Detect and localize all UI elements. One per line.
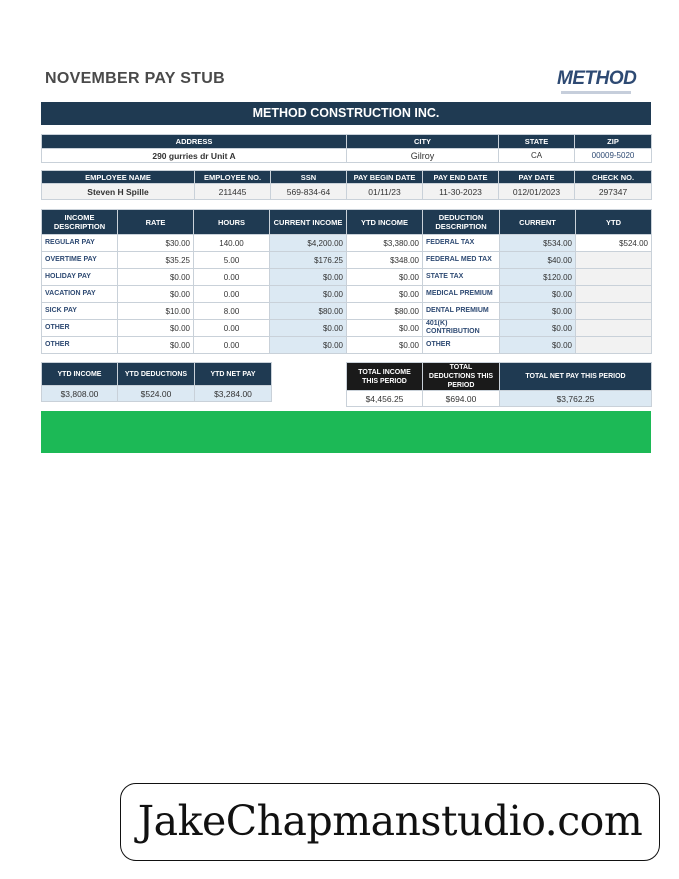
page-title: NOVEMBER PAY STUB: [45, 70, 225, 87]
earnings-cell: $534.00: [500, 235, 576, 252]
earnings-cell: [576, 303, 652, 320]
earnings-cell: OVERTIME PAY: [42, 252, 118, 269]
company-name-band: METHOD CONSTRUCTION INC.: [41, 102, 651, 125]
earnings-header-cell: INCOME DESCRIPTION: [42, 210, 118, 235]
employee-header-cell: PAY END DATE: [423, 171, 499, 184]
earnings-cell: $0.00: [500, 337, 576, 354]
earnings-cell: $524.00: [576, 235, 652, 252]
city-header: CITY: [347, 135, 499, 149]
period-summary-header: TOTAL DEDUCTIONS THIS PERIOD: [423, 363, 500, 391]
address-table: [41, 134, 652, 163]
table-row: [42, 286, 652, 303]
earnings-cell: $80.00: [347, 303, 423, 320]
employee-info-table: [41, 170, 652, 200]
earnings-cell: 0.00: [194, 337, 270, 354]
ytd-summary-value: $3,284.00: [195, 386, 272, 402]
earnings-header-cell: HOURS: [194, 210, 270, 235]
earnings-cell: 0.00: [194, 286, 270, 303]
employee-value-cell: 11-30-2023: [423, 184, 499, 200]
earnings-cell: 0.00: [194, 320, 270, 337]
earnings-cell: $4,200.00: [270, 235, 347, 252]
earnings-cell: VACATION PAY: [42, 286, 118, 303]
period-summary-header: TOTAL NET PAY THIS PERIOD: [500, 363, 652, 391]
earnings-cell: $0.00: [347, 286, 423, 303]
ytd-summary-value: $3,808.00: [42, 386, 118, 402]
ytd-summary-header: YTD NET PAY: [195, 363, 272, 386]
earnings-cell: $80.00: [270, 303, 347, 320]
earnings-cell: MEDICAL PREMIUM: [423, 286, 500, 303]
earnings-deductions-table: [41, 209, 652, 354]
earnings-cell: 140.00: [194, 235, 270, 252]
employee-header-cell: PAY DATE: [499, 171, 575, 184]
employee-value-cell: Steven H Spille: [42, 184, 195, 200]
earnings-cell: $176.25: [270, 252, 347, 269]
earnings-cell: OTHER: [42, 337, 118, 354]
earnings-cell: $0.00: [118, 320, 194, 337]
table-row: [42, 337, 652, 354]
earnings-cell: FEDERAL TAX: [423, 235, 500, 252]
earnings-cell: $10.00: [118, 303, 194, 320]
earnings-cell: $0.00: [118, 337, 194, 354]
employee-value-cell: 569-834-64: [271, 184, 347, 200]
earnings-cell: $348.00: [347, 252, 423, 269]
earnings-header-cell: CURRENT: [500, 210, 576, 235]
address-value: 290 gurries dr Unit A: [42, 149, 347, 163]
period-summary-value: $694.00: [423, 391, 500, 407]
earnings-cell: $0.00: [270, 269, 347, 286]
table-row: [42, 269, 652, 286]
employee-header-cell: EMPLOYEE NO.: [195, 171, 271, 184]
earnings-cell: $0.00: [270, 320, 347, 337]
earnings-cell: [576, 252, 652, 269]
earnings-cell: 401(K) CONTRIBUTION: [423, 320, 500, 337]
earnings-header-cell: YTD: [576, 210, 652, 235]
earnings-cell: OTHER: [42, 320, 118, 337]
method-logo: [557, 69, 635, 97]
earnings-cell: $0.00: [118, 286, 194, 303]
employee-value-cell: 211445: [195, 184, 271, 200]
employee-header-cell: EMPLOYEE NAME: [42, 171, 195, 184]
earnings-header-cell: DEDUCTION DESCRIPTION: [423, 210, 500, 235]
employee-value-cell: 012/01/2023: [499, 184, 575, 200]
table-row: [42, 252, 652, 269]
earnings-header-cell: RATE: [118, 210, 194, 235]
period-summary-header: TOTAL INCOME THIS PERIOD: [347, 363, 423, 391]
table-row: [42, 320, 652, 337]
employee-value-cell: 01/11/23: [347, 184, 423, 200]
earnings-cell: $35.25: [118, 252, 194, 269]
state-value: CA: [499, 149, 575, 163]
logo-wordmark: METHOD: [557, 68, 637, 89]
ytd-summary-value: $524.00: [118, 386, 195, 402]
earnings-cell: $0.00: [118, 269, 194, 286]
earnings-cell: [576, 337, 652, 354]
table-row: [42, 235, 652, 252]
earnings-cell: HOLIDAY PAY: [42, 269, 118, 286]
earnings-cell: $3,380.00: [347, 235, 423, 252]
employee-value-cell: 297347: [575, 184, 652, 200]
table-row: [42, 303, 652, 320]
earnings-cell: $0.00: [347, 337, 423, 354]
earnings-cell: $0.00: [347, 320, 423, 337]
earnings-cell: STATE TAX: [423, 269, 500, 286]
earnings-cell: $0.00: [500, 286, 576, 303]
zip-header: ZIP: [575, 135, 652, 149]
green-banner: [41, 411, 651, 453]
earnings-cell: DENTAL PREMIUM: [423, 303, 500, 320]
employee-header-cell: PAY BEGIN DATE: [347, 171, 423, 184]
watermark-text: JakeChapmanstudio.com: [120, 783, 660, 861]
period-summary-value: $3,762.25: [500, 391, 652, 407]
earnings-cell: [576, 320, 652, 337]
address-header: ADDRESS: [42, 135, 347, 149]
earnings-cell: 5.00: [194, 252, 270, 269]
earnings-cell: [576, 269, 652, 286]
ytd-summary-header: YTD INCOME: [42, 363, 118, 386]
earnings-cell: $0.00: [500, 320, 576, 337]
earnings-cell: SICK PAY: [42, 303, 118, 320]
earnings-header-cell: CURRENT INCOME: [270, 210, 347, 235]
period-summary-value: $4,456.25: [347, 391, 423, 407]
logo-underline: [561, 91, 631, 94]
ytd-summary-header: YTD DEDUCTIONS: [118, 363, 195, 386]
ytd-summary-table: [41, 362, 272, 402]
earnings-cell: 0.00: [194, 269, 270, 286]
employee-header-cell: CHECK NO.: [575, 171, 652, 184]
earnings-cell: $0.00: [270, 337, 347, 354]
earnings-cell: $0.00: [270, 286, 347, 303]
earnings-header-cell: YTD INCOME: [347, 210, 423, 235]
earnings-cell: $0.00: [347, 269, 423, 286]
earnings-cell: $30.00: [118, 235, 194, 252]
earnings-cell: 8.00: [194, 303, 270, 320]
earnings-cell: $120.00: [500, 269, 576, 286]
earnings-cell: FEDERAL MED TAX: [423, 252, 500, 269]
earnings-cell: [576, 286, 652, 303]
earnings-cell: REGULAR PAY: [42, 235, 118, 252]
earnings-cell: OTHER: [423, 337, 500, 354]
state-header: STATE: [499, 135, 575, 149]
earnings-cell: $40.00: [500, 252, 576, 269]
earnings-cell: $0.00: [500, 303, 576, 320]
employee-header-cell: SSN: [271, 171, 347, 184]
period-summary-table: [346, 362, 652, 407]
zip-value: 00009-5020: [575, 149, 652, 163]
city-value: Gilroy: [347, 149, 499, 163]
